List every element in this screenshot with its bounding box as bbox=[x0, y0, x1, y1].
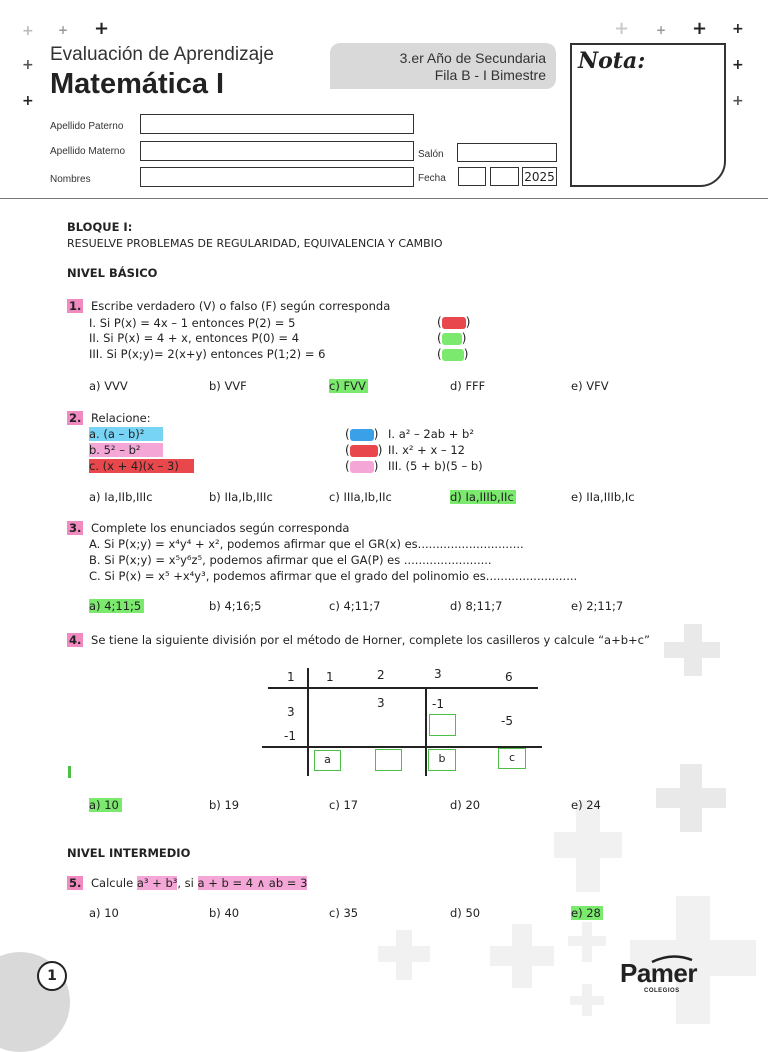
apellido-paterno-field[interactable] bbox=[140, 114, 414, 134]
question-text: Escribe verdadero (V) o falso (F) según corresponda bbox=[91, 299, 391, 313]
horner-coef-1: 1 bbox=[326, 670, 334, 684]
q1-mark-2[interactable]: ( ) bbox=[437, 331, 467, 345]
horner-cell-r1c4: -5 bbox=[501, 714, 513, 728]
q4-option-d[interactable]: d) 20 bbox=[450, 798, 481, 812]
nombres-label: Nombres bbox=[50, 174, 91, 185]
question-text-mid: , si bbox=[177, 876, 198, 890]
q5-condition: a + b = 4 ∧ ab = 3 bbox=[197, 876, 308, 890]
pamer-logo-swoosh-icon bbox=[650, 952, 694, 964]
pamer-logo: Pamer bbox=[620, 958, 697, 988]
horner-box-blank-2[interactable] bbox=[375, 749, 402, 771]
q3-option-e[interactable]: e) 2;11;7 bbox=[571, 599, 624, 613]
q2-option-c[interactable]: c) IIIa,Ib,IIc bbox=[329, 490, 392, 504]
question-text: Calcule bbox=[91, 876, 137, 890]
plus-decor-icon: + bbox=[22, 57, 34, 73]
question-text: Se tiene la siguiente división por el método de Horner, complete los casilleros y calcule “a+b+c” bbox=[91, 633, 650, 647]
green-marker bbox=[68, 766, 71, 778]
q2-right-2: II. x² + x – 12 bbox=[388, 443, 465, 457]
fecha-label: Fecha bbox=[418, 173, 446, 184]
question-number: 5. bbox=[69, 876, 82, 890]
salon-label: Salón bbox=[418, 149, 444, 160]
plus-decor-icon: + bbox=[614, 18, 630, 39]
plus-decor-icon: + bbox=[732, 57, 744, 73]
q2-option-d[interactable]: d) Ia,IIIb,IIc bbox=[450, 490, 514, 504]
plus-decor-icon: + bbox=[732, 21, 744, 37]
horner-left-1: 3 bbox=[287, 705, 295, 719]
q3-option-d[interactable]: d) 8;11;7 bbox=[450, 599, 503, 613]
plus-decor-icon: + bbox=[692, 18, 708, 39]
q2-option-e[interactable]: e) IIa,IIIb,Ic bbox=[571, 490, 635, 504]
horner-left-2: -1 bbox=[284, 729, 296, 743]
q2-left-b: b. 5² – b² bbox=[89, 443, 163, 457]
q2-left-c: c. (x + 4)(x – 3) bbox=[89, 459, 194, 473]
question-number: 1. bbox=[69, 299, 82, 313]
q5-option-e[interactable]: e) 28 bbox=[571, 906, 601, 920]
nota-label: Nota: bbox=[578, 48, 646, 74]
header-subtitle: Evaluación de Aprendizaje bbox=[50, 44, 274, 65]
q3-item-c: C. Si P(x) = x⁵ +x⁴y³, podemos afirmar que el grado del polinomio es......................... bbox=[89, 569, 578, 583]
horner-coef-2: 2 bbox=[377, 668, 385, 682]
horner-cell-r1c3: -1 bbox=[432, 697, 444, 711]
q2-option-a[interactable]: a) Ia,IIb,IIIc bbox=[89, 490, 153, 504]
plus-decor-icon: + bbox=[94, 18, 110, 39]
horner-divisor-head: 1 bbox=[287, 670, 295, 684]
horner-blank-box[interactable] bbox=[429, 714, 456, 736]
q5-option-b[interactable]: b) 40 bbox=[209, 906, 240, 920]
bloque-title: BLOQUE I: bbox=[67, 220, 133, 234]
fecha-day-field[interactable] bbox=[458, 167, 486, 186]
q5-expression: a³ + b³ bbox=[136, 876, 178, 890]
pamer-logo-sub: COLEGIOS bbox=[644, 988, 680, 994]
question-number: 2. bbox=[69, 411, 82, 425]
plus-decor-icon: + bbox=[732, 93, 744, 109]
plus-decor-icon: + bbox=[22, 23, 34, 39]
q5-option-a[interactable]: a) 10 bbox=[89, 906, 119, 920]
nivel-basico-heading: NIVEL BÁSICO bbox=[67, 266, 158, 280]
q4-option-c[interactable]: c) 17 bbox=[329, 798, 359, 812]
question-4-stem bbox=[67, 633, 650, 647]
question-2-stem bbox=[67, 411, 151, 425]
horner-box-c[interactable]: c bbox=[498, 748, 526, 769]
page-number: 1 bbox=[37, 961, 67, 991]
q1-mark-1[interactable]: ( ) bbox=[437, 315, 471, 329]
nombres-field[interactable] bbox=[140, 167, 414, 187]
salon-field[interactable] bbox=[457, 143, 557, 162]
grade-line-2: Fila B - I Bimestre bbox=[434, 67, 546, 83]
q4-option-b[interactable]: b) 19 bbox=[209, 798, 240, 812]
q3-option-b[interactable]: b) 4;16;5 bbox=[209, 599, 262, 613]
q5-option-d[interactable]: d) 50 bbox=[450, 906, 481, 920]
plus-decor-icon: + bbox=[22, 93, 34, 109]
fecha-year-field[interactable]: 2025 bbox=[522, 167, 557, 186]
q1-option-e[interactable]: e) VFV bbox=[571, 379, 609, 393]
grade-box bbox=[330, 43, 556, 89]
q1-mark-3[interactable]: ( ) bbox=[437, 347, 469, 361]
question-number: 4. bbox=[69, 633, 82, 647]
header-divider bbox=[0, 198, 768, 199]
question-5-stem bbox=[67, 876, 307, 890]
q1-item-1: I. Si P(x) = 4x – 1 entonces P(2) = 5 bbox=[89, 316, 296, 330]
fecha-month-field[interactable] bbox=[490, 167, 519, 186]
nivel-intermedio-heading: NIVEL INTERMEDIO bbox=[67, 846, 191, 860]
q3-option-a[interactable]: a) 4;11;5 bbox=[89, 599, 144, 613]
q4-option-a[interactable]: a) 10 bbox=[89, 798, 122, 812]
q1-item-2: II. Si P(x) = 4 + x, entonces P(0) = 4 bbox=[89, 331, 300, 345]
q1-option-c[interactable]: c) FVV bbox=[329, 379, 366, 393]
question-number: 3. bbox=[69, 521, 82, 535]
bloque-subtitle: RESUELVE PROBLEMAS DE REGULARIDAD, EQUIVALENCIA Y CAMBIO bbox=[67, 237, 443, 250]
q2-right-3: III. (5 + b)(5 – b) bbox=[388, 459, 483, 473]
horner-box-b[interactable]: b bbox=[428, 749, 456, 771]
q2-left-a: a. (a – b)² bbox=[89, 427, 163, 441]
q1-option-b[interactable]: b) VVF bbox=[209, 379, 247, 393]
horner-coef-3: 3 bbox=[434, 667, 442, 681]
plus-decor-icon: + bbox=[656, 23, 667, 37]
q1-option-a[interactable]: a) VVV bbox=[89, 379, 128, 393]
q2-mark-3[interactable]: ( ) bbox=[345, 459, 379, 473]
header-title: Matemática I bbox=[50, 68, 225, 100]
q2-mark-2[interactable]: ( ) bbox=[345, 443, 383, 457]
grade-line-1: 3.er Año de Secundaria bbox=[399, 50, 546, 66]
q1-option-d[interactable]: d) FFF bbox=[450, 379, 486, 393]
apellido-paterno-label: Apellido Paterno bbox=[50, 121, 124, 132]
horner-cell-r1c2: 3 bbox=[377, 696, 385, 710]
horner-coef-4: 6 bbox=[505, 670, 513, 684]
plus-decor-icon: + bbox=[58, 23, 69, 37]
q2-mark-1[interactable]: ( ) bbox=[345, 427, 379, 441]
q3-item-b: B. Si P(x;y) = x⁵y⁶z⁵, podemos afirmar que el GA(P) es ........................ bbox=[89, 553, 492, 567]
q3-item-a: A. Si P(x;y) = x⁴y⁴ + x², podemos afirmar que el GR(x) es............................. bbox=[89, 537, 524, 551]
question-3-stem bbox=[67, 521, 349, 535]
question-text: Complete los enunciados según corresponda bbox=[91, 521, 350, 535]
q3-option-c[interactable]: c) 4;11;7 bbox=[329, 599, 381, 613]
question-1-stem bbox=[67, 299, 390, 313]
question-text: Relacione: bbox=[91, 411, 151, 425]
q1-item-3: III. Si P(x;y)= 2(x+y) entonces P(1;2) = 6 bbox=[89, 347, 326, 361]
q2-right-1: I. a² – 2ab + b² bbox=[388, 427, 474, 441]
apellido-materno-field[interactable] bbox=[140, 141, 414, 161]
q4-option-e[interactable]: e) 24 bbox=[571, 798, 601, 812]
q5-option-c[interactable]: c) 35 bbox=[329, 906, 359, 920]
q2-option-b[interactable]: b) IIa,Ib,IIIc bbox=[209, 490, 273, 504]
apellido-materno-label: Apellido Materno bbox=[50, 146, 126, 157]
horner-box-a[interactable]: a bbox=[314, 750, 341, 771]
